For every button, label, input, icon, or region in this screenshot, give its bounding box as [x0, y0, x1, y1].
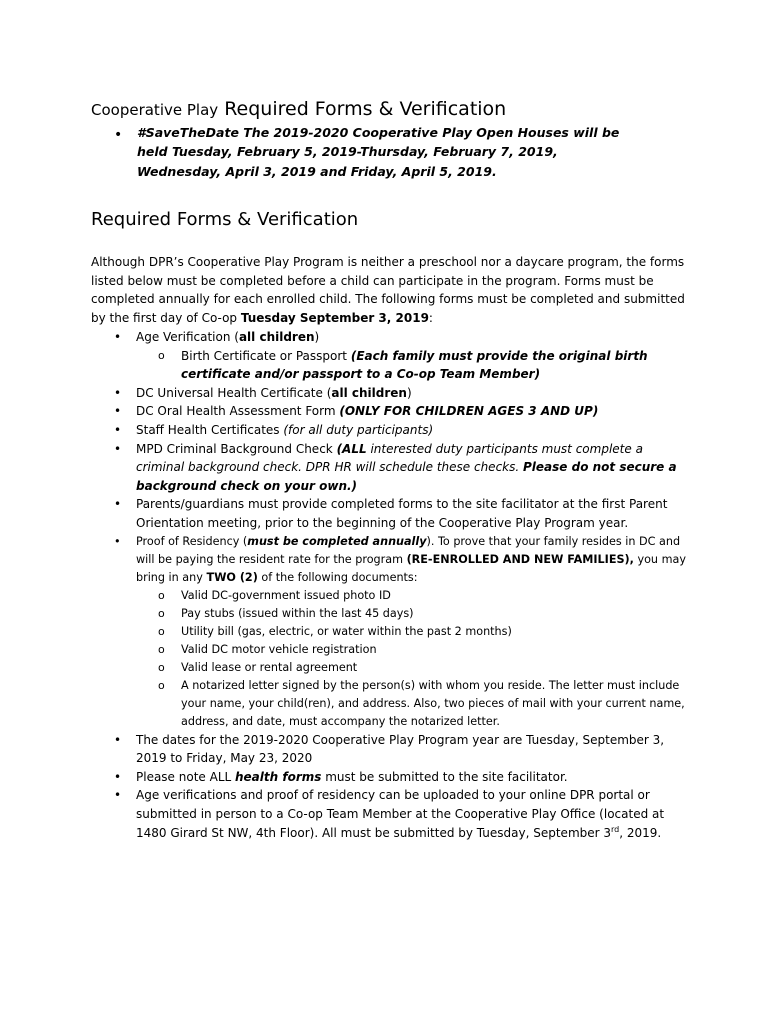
item-text-2: ). To prove that your family resides in DC and will be paying the resident rate for the program [136, 534, 681, 566]
item-text-3: you may bring in any [136, 552, 686, 584]
item-note-open: (ALL [336, 441, 367, 456]
sub-bullet: o [158, 588, 165, 602]
title-prefix: Cooperative Play [91, 101, 219, 119]
sub-bullet: o [158, 348, 165, 362]
intro-end: : [428, 310, 433, 325]
bullet: • [114, 534, 121, 548]
residency-doc-item [91, 641, 691, 659]
item-text: Proof of Residency ( [136, 534, 248, 548]
item-text: MPD Criminal Background Check [136, 441, 337, 456]
item-text: Age Verification ( [136, 330, 239, 344]
residency-doc-text: Valid lease or rental agreement [181, 660, 358, 674]
list-item-age-verification [91, 328, 691, 347]
page-title [91, 96, 506, 123]
residency-doc-item [91, 677, 691, 731]
save-the-date-announcement: #SaveTheDate The 2019-2020 Cooperative Play Open Houses will be held Tuesday, February 5, 2019-Thursday, February 7, 2019, Wednesday, April 3, 2019 and Friday, April 5, 2019. [137, 125, 620, 179]
residency-doc-item [91, 605, 691, 623]
bullet: • [114, 788, 122, 803]
residency-doc-text: A notarized letter signed by the person(s) with whom you reside. The letter must include your name, your child(ren), and address. Also, two pieces of mail with your current name, address, and date, must accompany the notarized letter. [181, 678, 685, 728]
item-note: (ONLY FOR CHILDREN AGES 3 AND UP) [339, 404, 599, 419]
item-text: DC Oral Health Assessment Form [136, 404, 340, 419]
list-item-parents-guardians [91, 495, 691, 532]
bullet: • [114, 404, 122, 419]
item-note: health forms [235, 769, 322, 784]
residency-doc-text: Utility bill (gas, electric, or water within the past 2 months) [181, 624, 512, 638]
item-note: must be completed annually [247, 534, 427, 548]
item-bold-2: TWO (2) [206, 570, 258, 584]
item-text: Please note ALL [136, 769, 235, 784]
residency-doc-item [91, 623, 691, 641]
item-superscript: rd [611, 824, 620, 834]
item-bold: all children [238, 330, 315, 344]
sub-bullet: o [158, 606, 165, 620]
item-note-italic: interested duty participants must complete a criminal background check. DPR HR will schedule these checks. [136, 441, 643, 475]
item-end: ) [314, 330, 320, 344]
bullet: • [114, 497, 122, 512]
item-note-bold: Please do not secure a background check on your own.) [136, 460, 677, 493]
item-text: Staff Health Certificates [136, 422, 284, 437]
item-text: Parents/guardians must provide completed forms to the site facilitator at the first Parent Orientation meeting, prior to the beginning of the Cooperative Play Program year. [136, 497, 668, 530]
residency-doc-text: Valid DC motor vehicle registration [181, 642, 377, 656]
list-item-health-forms [91, 768, 691, 787]
sub-item-birth-certificate [91, 347, 691, 384]
intro-deadline: Tuesday September 3, 2019 [240, 310, 429, 325]
item-bold: (RE-ENROLLED AND NEW FAMILIES), [406, 552, 634, 566]
bullet: • [114, 769, 122, 784]
bullet: • [114, 385, 122, 400]
requirements-list [91, 328, 691, 842]
item-text-4: of the following documents: [257, 570, 418, 584]
residency-doc-item [91, 587, 691, 605]
list-item-upload-instructions [91, 786, 691, 842]
section-heading: Required Forms & Verification [91, 209, 359, 230]
intro-text: Although DPR’s Cooperative Play Program is neither a preschool nor a daycare program, the forms listed below must be completed before a child can participate in the program. Forms must be completed annually for each enrolled child. The following forms must be completed and submitted by the first day of Co-op [91, 255, 685, 325]
sub-item-note: (Each family must provide the original birth certificate and/or passport to a Co-op Team Member) [181, 348, 648, 382]
sub-bullet: o [158, 660, 165, 674]
residency-doc-item [91, 659, 691, 677]
item-note: (for all duty participants) [283, 422, 434, 437]
item-text: DC Universal Health Certificate ( [136, 385, 332, 400]
bullet: • [114, 732, 122, 747]
item-end: must be submitted to the site facilitator. [321, 769, 568, 784]
intro-paragraph [91, 253, 691, 327]
title-main: Required Forms & Verification [224, 98, 507, 120]
sub-bullet: o [158, 624, 165, 638]
item-end: , 2019. [619, 825, 662, 840]
residency-doc-text: Valid DC-government issued photo ID [181, 588, 391, 602]
list-item-staff-health [91, 421, 691, 440]
list-item-proof-of-residency [91, 533, 691, 587]
item-end: ) [406, 385, 412, 400]
sub-bullet: o [158, 642, 165, 656]
announcement-bullet: • [114, 127, 123, 143]
bullet: • [114, 330, 122, 344]
list-item-oral-health [91, 402, 691, 421]
item-bold: all children [331, 385, 407, 400]
sub-bullet: o [158, 678, 165, 692]
list-item-program-dates [91, 731, 691, 768]
list-item-mpd-background-check [91, 440, 691, 496]
residency-doc-text: Pay stubs (issued within the last 45 days) [181, 606, 414, 620]
list-item-dc-health-certificate [91, 384, 691, 403]
bullet: • [114, 422, 122, 437]
sub-item-text: Birth Certificate or Passport [181, 348, 351, 363]
item-text: Age verifications and proof of residency can be uploaded to your online DPR portal or submitted in person to a Co-op Team Member at the Cooperative Play Office (located at 1480 Girard St NW, 4th Floor). All must be submitted by Tuesday, September 3 [136, 788, 665, 840]
bullet: • [114, 441, 122, 456]
item-text: The dates for the 2019-2020 Cooperative Play Program year are Tuesday, September 3, 2019 to Friday, May 23, 2020 [136, 732, 665, 766]
